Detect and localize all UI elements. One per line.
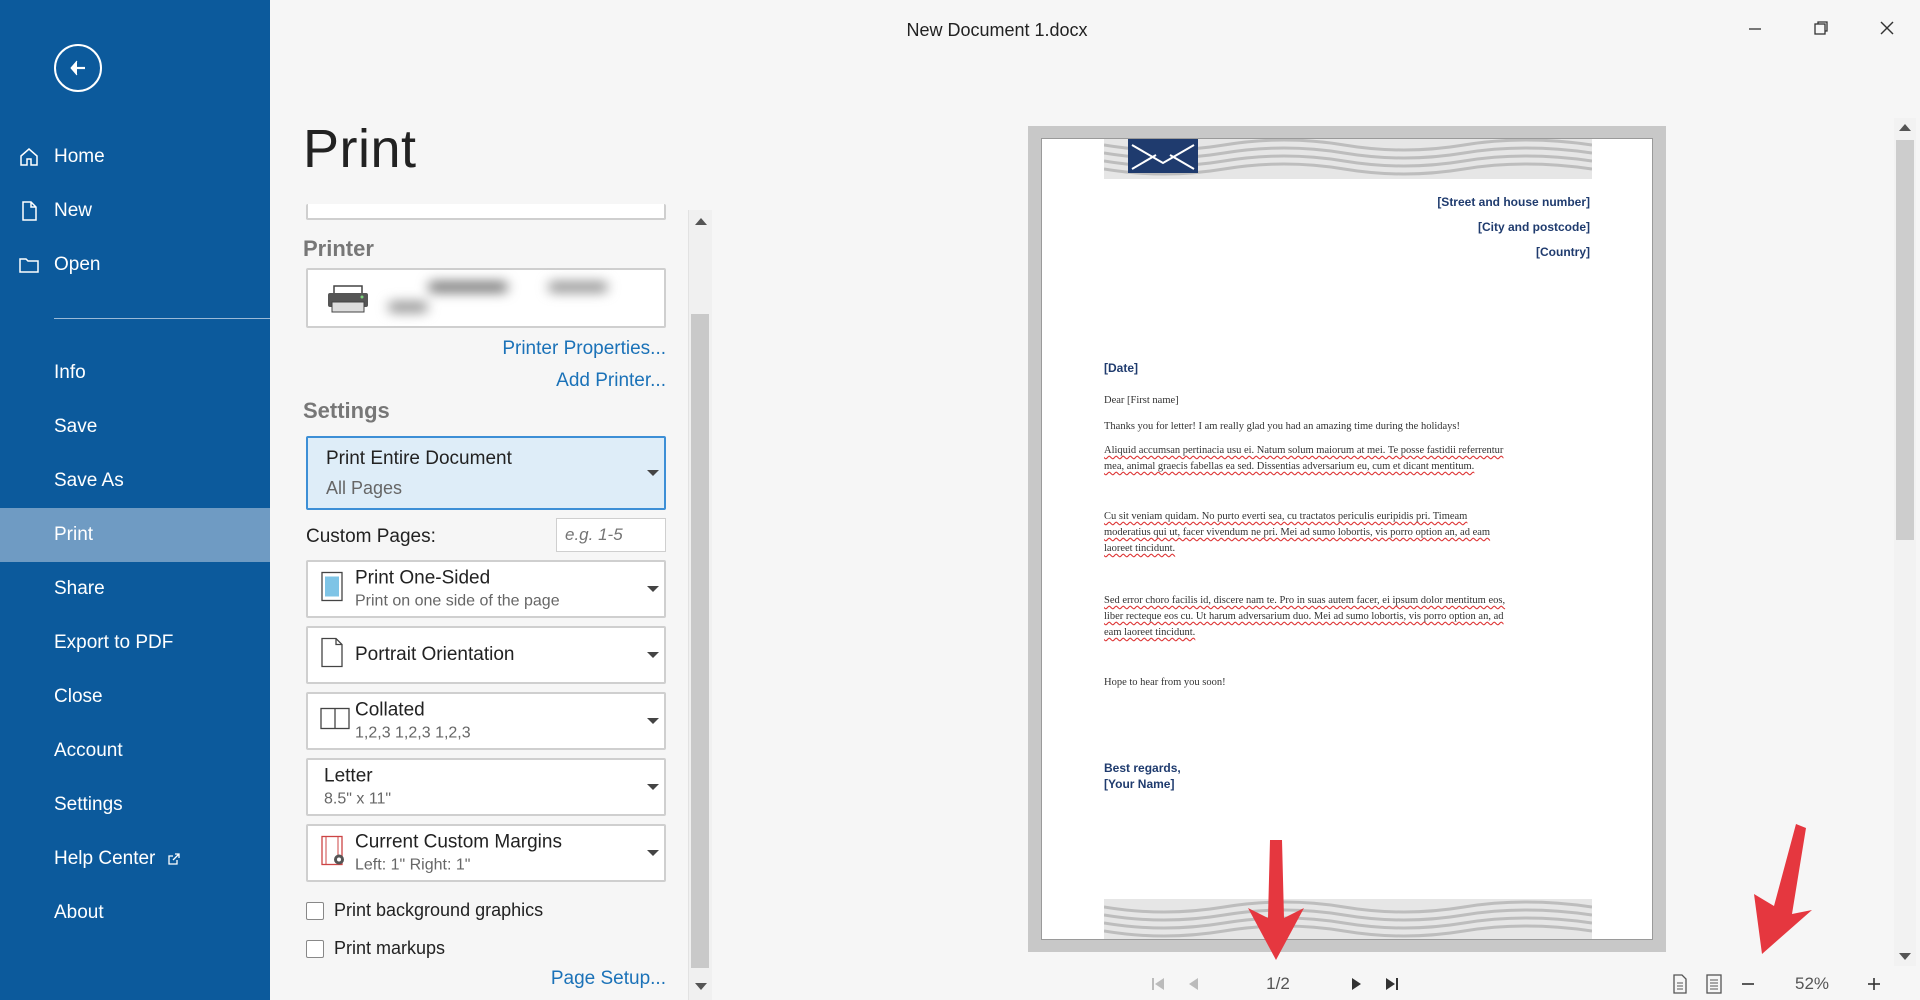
collation-dropdown[interactable] — [306, 692, 666, 750]
sidebar-item-settings[interactable] — [0, 778, 270, 832]
margins-sub: Left: 1" Right: 1" — [355, 856, 471, 874]
print-scope-sub: All Pages — [326, 478, 403, 498]
sidebar-item-print[interactable] — [0, 508, 270, 562]
back-button[interactable] — [54, 44, 102, 92]
scroll-down-icon[interactable] — [695, 983, 707, 990]
printer-properties-link[interactable]: Printer Properties... — [502, 338, 666, 359]
last-page-button[interactable] — [1380, 972, 1404, 996]
folder-icon — [18, 253, 42, 277]
previous-page-icon — [1186, 976, 1202, 992]
page-title: Print — [303, 119, 417, 179]
letter-paragraph: laoreet tincidunt. — [1104, 543, 1176, 554]
new-document-icon — [18, 199, 42, 223]
paper-size-title: Letter — [324, 765, 373, 787]
sidebar-item-info[interactable] — [0, 346, 270, 400]
sidebar-item-share[interactable] — [0, 562, 270, 616]
portrait-page-icon — [320, 637, 344, 674]
address-line: [City and postcode] — [1477, 220, 1590, 234]
print-markups-option[interactable] — [306, 938, 445, 959]
sidebar-item-label: Home — [54, 146, 105, 167]
letter-paragraph: Hope to hear from you soon! — [1104, 677, 1226, 688]
sidebar-item-label: Info — [54, 362, 86, 383]
sidebar-item-label: Save — [54, 416, 98, 437]
chevron-down-icon — [647, 652, 659, 658]
sidebar-item-new[interactable] — [0, 184, 270, 238]
margins-icon — [320, 835, 346, 872]
sidebar-item-label: New — [54, 200, 93, 221]
first-page-icon — [1150, 976, 1166, 992]
print-sides-dropdown[interactable] — [306, 560, 666, 618]
minus-icon — [1740, 976, 1756, 992]
sidebar-item-label: Close — [54, 686, 103, 707]
collated-icon — [320, 707, 350, 736]
settings-scrollbar[interactable] — [688, 210, 712, 1000]
sidebar-item-label: Share — [54, 578, 105, 599]
envelope-logo-icon — [1128, 139, 1198, 173]
print-background-checkbox[interactable] — [306, 902, 324, 920]
letter-paragraph: eam laoreet tincidunt. — [1104, 627, 1196, 638]
address-line: [Country] — [1536, 245, 1590, 259]
scroll-up-icon[interactable] — [1899, 124, 1911, 131]
preview-page — [1041, 138, 1653, 940]
previous-page-button[interactable] — [1182, 972, 1206, 996]
red-arrow-annotation-icon — [1732, 824, 1812, 954]
margins-dropdown[interactable] — [306, 824, 666, 882]
letter-paragraph: Cu sit veniam quidam. No purto everti sea, cu tractatos periculis euripidis pri. Timeam — [1104, 511, 1468, 522]
sidebar-item-save-as[interactable] — [0, 454, 270, 508]
zoom-out-button[interactable] — [1736, 972, 1760, 996]
sidebar-item-open[interactable] — [0, 238, 270, 292]
sidebar-item-help-center[interactable] — [0, 832, 270, 886]
next-page-button[interactable] — [1344, 972, 1368, 996]
orientation-dropdown[interactable] — [306, 626, 666, 684]
add-printer-link[interactable]: Add Printer... — [556, 370, 666, 391]
letter-closing: Best regards, — [1104, 761, 1181, 775]
margins-title: Current Custom Margins — [355, 831, 562, 853]
plus-icon — [1866, 976, 1882, 992]
sidebar-item-label: Export to PDF — [54, 632, 174, 653]
footer-wave-decoration — [1104, 899, 1592, 939]
sidebar-item-label: Save As — [54, 470, 124, 491]
custom-pages-input[interactable] — [556, 518, 666, 552]
letter-paragraph: liber recteque eos cu. Ut harum adversarium duo. Mei ad sumo lobortis, vis porro option an, ad — [1104, 611, 1504, 622]
settings-heading: Settings — [303, 398, 390, 423]
sidebar-item-label: Settings — [54, 794, 123, 815]
chevron-down-icon — [647, 850, 659, 856]
print-sides-title: Print One-Sided — [355, 567, 491, 589]
sidebar-item-label: Print — [54, 524, 94, 545]
letter-paragraph: Sed error choro facilis id, discere nam te. Pro in suas autem facer, ei ipsum dolor mentitum eos, — [1104, 595, 1506, 606]
print-background-label: Print background graphics — [334, 900, 544, 920]
scrollbar-thumb[interactable] — [1896, 140, 1914, 540]
last-page-icon — [1384, 976, 1400, 992]
paper-size-dropdown[interactable] — [306, 758, 666, 816]
window-title: New Document 1.docx — [906, 20, 1088, 40]
zoom-level: 52% — [1794, 974, 1830, 993]
chevron-down-icon — [647, 784, 659, 790]
one-sided-page-icon — [320, 571, 344, 608]
sidebar-item-about[interactable] — [0, 886, 270, 940]
page-width-view-button[interactable] — [1702, 972, 1726, 996]
scroll-up-icon[interactable] — [695, 218, 707, 225]
print-markups-checkbox[interactable] — [306, 940, 324, 958]
letter-salutation: Dear [First name] — [1104, 395, 1179, 406]
letter-date: [Date] — [1104, 361, 1139, 375]
arrow-left-icon — [67, 57, 89, 79]
chevron-down-icon — [647, 586, 659, 592]
sidebar-item-label: Open — [54, 254, 101, 275]
single-page-view-button[interactable] — [1668, 972, 1692, 996]
single-page-icon — [1671, 974, 1689, 994]
chevron-down-icon — [647, 718, 659, 724]
paper-size-sub: 8.5" x 11" — [324, 790, 392, 808]
sidebar-item-export-pdf[interactable] — [0, 616, 270, 670]
home-icon — [18, 145, 42, 169]
preview-scrollbar[interactable] — [1894, 118, 1916, 966]
zoom-in-button[interactable] — [1862, 972, 1886, 996]
letter-paragraph: moderatius qui ut, facer vivendum ne pri. Mei ad sumo lobortis, vis porro option an, ad eam — [1104, 527, 1491, 538]
next-page-icon — [1348, 976, 1364, 992]
print-background-option[interactable] — [306, 900, 543, 921]
print-scope-dropdown[interactable] — [306, 436, 666, 510]
page-width-icon — [1705, 974, 1723, 994]
sidebar-divider — [54, 318, 270, 319]
sidebar-item-account[interactable] — [0, 724, 270, 778]
sidebar-item-close[interactable] — [0, 670, 270, 724]
print-sides-sub: Print on one side of the page — [355, 592, 560, 610]
red-arrow-annotation-icon — [1244, 840, 1308, 960]
address-line: [Street and house number] — [1437, 195, 1590, 209]
letter-signature: [Your Name] — [1104, 777, 1175, 791]
scroll-down-icon[interactable] — [1899, 953, 1911, 960]
chevron-down-icon — [647, 470, 659, 476]
custom-pages-label: Custom Pages: — [306, 526, 436, 547]
close-window-button[interactable] — [1872, 14, 1902, 42]
backstage-sidebar — [0, 0, 270, 1000]
sidebar-item-label: Account — [54, 740, 123, 761]
printer-icon — [326, 284, 370, 319]
close-icon — [1879, 20, 1895, 36]
copies-field-cropped[interactable] — [306, 204, 666, 220]
page-indicator: 1/2 — [1266, 974, 1290, 993]
restore-button[interactable] — [1806, 14, 1836, 42]
external-link-icon — [167, 852, 181, 866]
orientation-title: Portrait Orientation — [355, 644, 515, 665]
sidebar-item-home[interactable] — [0, 130, 270, 184]
minimize-button[interactable] — [1740, 14, 1770, 42]
printer-name-blurred — [388, 278, 658, 318]
sidebar-item-label: Help Center — [54, 848, 156, 869]
letter-paragraph: Aliquid accumsan pertinacia usu ei. Natum solum maiorum at mei. Te posse fastidii referrentur — [1104, 445, 1504, 456]
print-markups-label: Print markups — [334, 938, 446, 958]
collation-sub: 1,2,3 1,2,3 1,2,3 — [355, 724, 471, 742]
sidebar-item-label: About — [54, 902, 104, 923]
scrollbar-thumb[interactable] — [691, 314, 709, 968]
collation-title: Collated — [355, 699, 425, 721]
letter-paragraph: mea, animal graecis fabellas ea sed. Dissentias adversarium eu, cum et dicant mentitum. — [1104, 461, 1475, 472]
page-setup-link[interactable]: Page Setup... — [550, 968, 666, 989]
letter-paragraph: Thanks you for letter! I am really glad you had an amazing time during the holidays! — [1104, 421, 1461, 432]
minimize-icon — [1747, 20, 1763, 36]
restore-icon — [1813, 20, 1829, 36]
sidebar-item-save[interactable] — [0, 400, 270, 454]
printer-heading: Printer — [303, 236, 374, 261]
print-scope-title: Print Entire Document — [326, 448, 512, 469]
printer-select[interactable] — [306, 268, 666, 328]
first-page-button[interactable] — [1146, 972, 1170, 996]
